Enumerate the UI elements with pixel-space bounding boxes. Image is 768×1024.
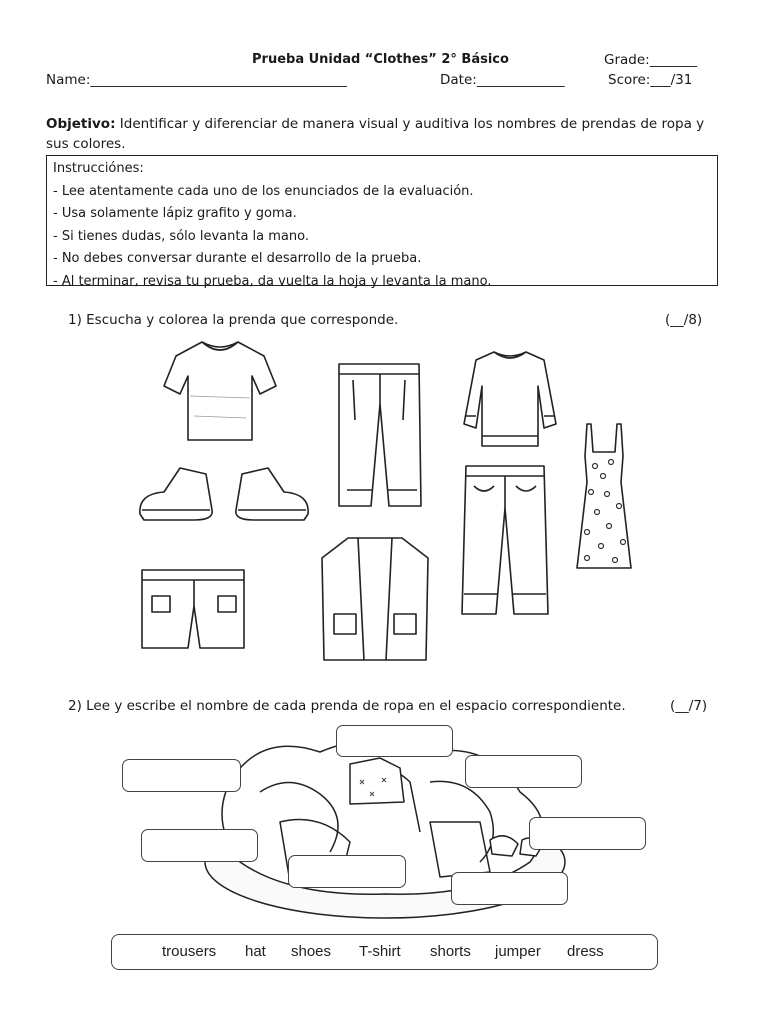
- question-1-points: (__/8): [665, 312, 703, 328]
- answer-box-5[interactable]: [529, 817, 646, 850]
- score-field[interactable]: Score:___/31: [608, 72, 693, 88]
- word-bank: [111, 934, 658, 970]
- objective: [46, 114, 726, 154]
- instruction-item: - No debes conversar durante el desarrollo de la prueba.: [53, 251, 422, 266]
- word-bank-item: shoes: [291, 943, 332, 960]
- instruction-item: - Lee atentamente cada uno de los enunciados de la evaluación.: [53, 183, 474, 199]
- answer-box-1[interactable]: [336, 725, 453, 757]
- word-bank-item: hat: [245, 943, 266, 960]
- jacket-illustration[interactable]: [318, 534, 432, 664]
- instructions-title: Instrucciónes:: [53, 161, 144, 176]
- test-title: Prueba Unidad “Clothes” 2° Básico: [252, 52, 509, 67]
- jumper-illustration[interactable]: [460, 346, 560, 452]
- shorts-illustration[interactable]: [138, 566, 248, 652]
- date-field[interactable]: Date:_____________: [440, 72, 565, 88]
- objective-label: Objetivo:: [46, 116, 116, 132]
- trousers-illustration[interactable]: [333, 360, 425, 510]
- answer-box-4[interactable]: [141, 829, 258, 862]
- grade-field[interactable]: Grade:_______: [604, 52, 697, 68]
- name-field[interactable]: Name:______________________________________: [46, 72, 347, 88]
- objective-text: Identificar y diferenciar de manera visual y auditiva los nombres de prendas de ropa y sus colores.: [46, 116, 705, 152]
- jeans-illustration[interactable]: [460, 462, 550, 618]
- instruction-item: - Usa solamente lápiz grafito y goma.: [53, 206, 297, 221]
- word-bank-item: jumper: [495, 943, 541, 960]
- instruction-item: - Al terminar, revisa tu prueba, da vuelta la hoja y levanta la mano.: [53, 273, 492, 289]
- shoes-illustration[interactable]: [134, 464, 314, 526]
- question-2-text: 2) Lee y escribe el nombre de cada prenda de ropa en el espacio correspondiente.: [68, 698, 626, 714]
- answer-box-2[interactable]: [122, 759, 241, 792]
- answer-box-3[interactable]: [465, 755, 582, 788]
- word-bank-item: dress: [567, 943, 604, 960]
- dress-illustration[interactable]: [573, 422, 635, 572]
- question-2-points: (__/7): [670, 698, 708, 714]
- instructions-box: [46, 155, 718, 289]
- word-bank-item: shorts: [430, 943, 471, 960]
- word-bank-item: T-shirt: [359, 943, 401, 960]
- question-1-text: 1) Escucha y colorea la prenda que corresponde.: [68, 312, 399, 328]
- tshirt-illustration[interactable]: [160, 336, 280, 444]
- word-bank-item: trousers: [162, 943, 217, 960]
- answer-box-6[interactable]: [288, 855, 406, 888]
- instruction-item: - Si tienes dudas, sólo levanta la mano.: [53, 228, 309, 244]
- answer-box-7[interactable]: [451, 872, 568, 905]
